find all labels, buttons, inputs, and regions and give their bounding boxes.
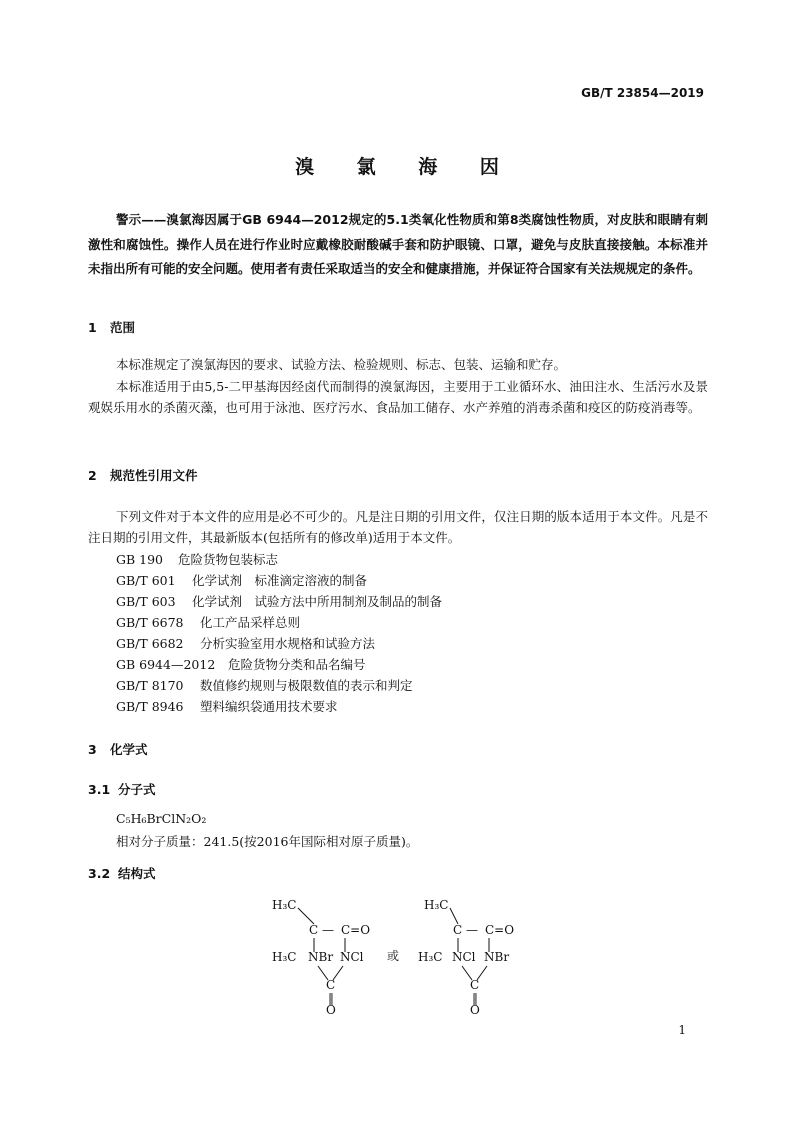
- methyl-left-label: H₃C: [418, 950, 443, 964]
- section-title: 化学式: [110, 742, 148, 757]
- nitrogen-left-label: NBr: [308, 950, 334, 964]
- subsection-title: 结构式: [118, 866, 156, 881]
- methyl-top-label: H₃C: [272, 898, 297, 912]
- structure-right: [418, 898, 514, 1017]
- subsection-number: 3.2: [88, 866, 111, 881]
- dash-label: —: [466, 923, 478, 937]
- nitrogen-right-label: NBr: [484, 950, 510, 964]
- reference-code: GB/T 8946: [116, 699, 184, 714]
- section-2-heading: [88, 466, 198, 484]
- reference-title: 危险货物包装标志: [178, 552, 279, 567]
- reference-title: 危险货物分类和品名编号: [228, 657, 366, 672]
- reference-title: 化工产品采样总则: [200, 615, 301, 630]
- reference-item: [116, 550, 278, 568]
- reference-item: [116, 592, 442, 610]
- reference-code: GB/T 601: [116, 573, 176, 588]
- page-title: 溴 氯 海 因: [295, 156, 517, 178]
- carbon-bottom-label: C: [326, 978, 336, 992]
- section-number: 2: [88, 468, 97, 483]
- reference-item: [116, 697, 338, 715]
- warning-paragraph: 警示——溴氯海因属于GB 6944—2012规定的5.1类氧化性物质和第8类腐蚀性物质，对皮肤和眼睛有刺激性和腐蚀性。操作人员在进行作业时应戴橡胶耐酸碱手套和防护眼镜、口罩，避免与皮肤直接接触。本标准并未指出所有可能的安全问题。使用者有责任采取适当的安全和健康措施，并保证符合国家有关法规规定的条件。: [88, 212, 708, 276]
- molecular-formula: C₅H₆BrClN₂O₂: [116, 811, 207, 826]
- carbon-center-label: C: [309, 923, 319, 937]
- reference-title: 分析实验室用水规格和试验方法: [200, 636, 376, 651]
- reference-code: GB/T 6678: [116, 615, 184, 630]
- section-1-paragraph-2: 本标准适用于由5,5-二甲基海因经卤代而制得的溴氯海因，主要用于工业循环水、油田注水、生活污水及景观娱乐用水的杀菌灭藻，也可用于泳池、医疗污水、食品加工储存、水产养殖的消毒杀菌和疫区的防疫消毒等。: [88, 379, 708, 415]
- oxygen-bottom-label: O: [326, 1003, 336, 1017]
- or-label: 或: [387, 949, 400, 963]
- page-number: 1: [678, 1023, 686, 1037]
- section-1-heading: [88, 318, 135, 336]
- section-1-paragraph-1: 本标准规定了溴氯海因的要求、试验方法、检验规则、标志、包装、运输和贮存。: [116, 357, 567, 372]
- section-title: 规范性引用文件: [110, 468, 198, 483]
- section-3-heading: [88, 740, 148, 758]
- nitrogen-right-label: NCl: [340, 950, 364, 964]
- subsection-title: 分子式: [118, 782, 156, 797]
- carbonyl-label: C=O: [341, 923, 371, 937]
- section-2-intro: 下列文件对于本文件的应用是必不可少的。凡是注日期的引用文件，仅注日期的版本适用于本文件。凡是不注日期的引用文件，其最新版本(包括所有的修改单)适用于本文件。: [88, 509, 708, 545]
- carbonyl-label: C=O: [485, 923, 515, 937]
- standard-number: GB/T 23854—2019: [581, 86, 704, 100]
- reference-code: GB 6944—2012: [116, 657, 216, 672]
- reference-title: 塑料编织袋通用技术要求: [200, 699, 338, 714]
- carbon-center-label: C: [453, 923, 463, 937]
- subsection-3-2-heading: [88, 864, 156, 882]
- reference-item: [116, 613, 300, 631]
- reference-title: 数值修约规则与极限数值的表示和判定: [200, 678, 413, 693]
- reference-item: [116, 655, 366, 673]
- reference-item: [116, 571, 367, 589]
- section-title: 范围: [110, 320, 136, 335]
- reference-code: GB/T 603: [116, 594, 176, 609]
- reference-item: [116, 676, 413, 694]
- reference-code: GB 190: [116, 552, 164, 567]
- section-number: 3: [88, 742, 97, 757]
- section-number: 1: [88, 320, 97, 335]
- bond-line: [450, 908, 458, 924]
- double-bond-label: ‖: [328, 991, 334, 1005]
- structure-left: [272, 898, 370, 1017]
- subsection-number: 3.1: [88, 782, 111, 797]
- molecular-mass: 相对分子质量：241.5(按2016年国际相对原子质量)。: [116, 834, 419, 849]
- structural-formulas: [262, 890, 522, 1025]
- subsection-3-1-heading: [88, 780, 156, 798]
- reference-title: 化学试剂 试验方法中所用制剂及制品的制备: [192, 594, 443, 609]
- double-bond-label: ‖: [472, 991, 478, 1005]
- reference-code: GB/T 6682: [116, 636, 184, 651]
- carbon-bottom-label: C: [470, 978, 480, 992]
- reference-code: GB/T 8170: [116, 678, 184, 693]
- reference-title: 化学试剂 标准滴定溶液的制备: [192, 573, 368, 588]
- bond-line: [298, 908, 314, 924]
- reference-item: [116, 634, 375, 652]
- oxygen-bottom-label: O: [470, 1003, 480, 1017]
- methyl-top-label: H₃C: [424, 898, 449, 912]
- dash-label: —: [322, 923, 334, 937]
- nitrogen-left-label: NCl: [452, 950, 476, 964]
- methyl-left-label: H₃C: [272, 950, 297, 964]
